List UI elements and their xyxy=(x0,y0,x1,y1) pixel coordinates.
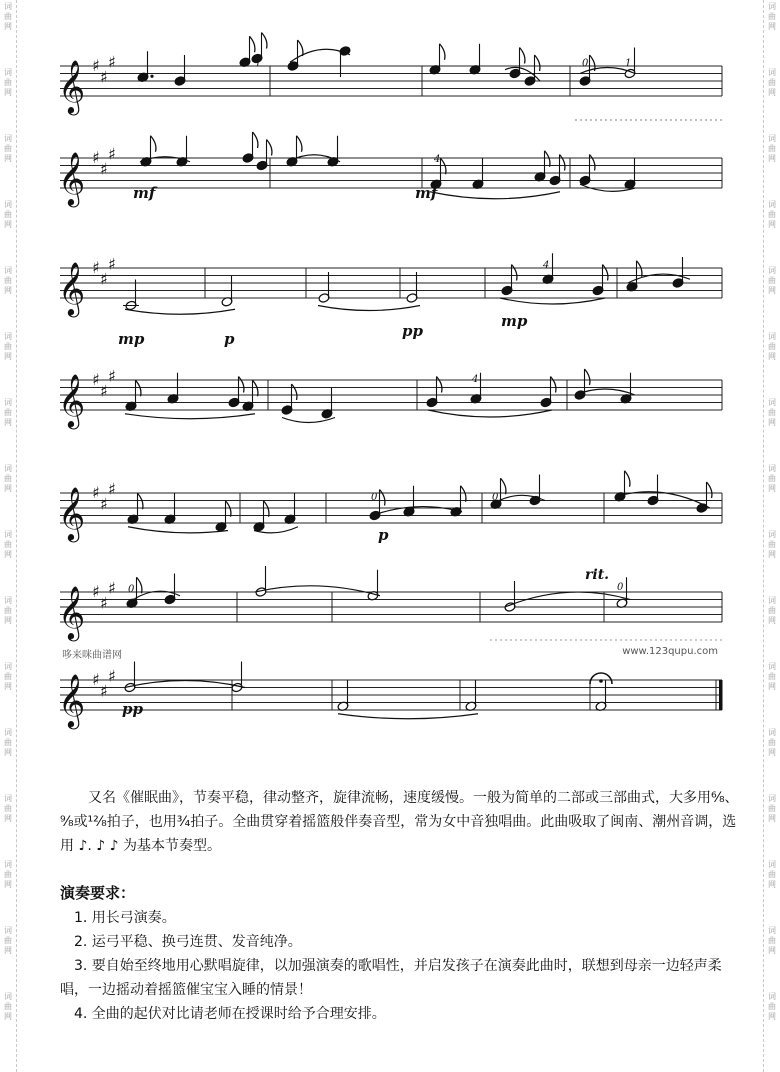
note-flag xyxy=(137,577,142,593)
watermark-char: 曲 xyxy=(768,474,776,483)
watermark-char: 词 xyxy=(4,2,12,11)
credit-site-name: 哆来咪曲谱网 xyxy=(62,650,122,661)
note-flag xyxy=(437,377,442,393)
watermark-char: 词 xyxy=(768,200,776,209)
tempo-rit: rit. xyxy=(585,567,610,583)
treble-clef: 𝄞 xyxy=(58,59,86,113)
note-flag xyxy=(298,40,303,56)
key-signature-sharp: ♯ xyxy=(92,483,100,502)
note-flag xyxy=(253,380,258,396)
watermark-char: 词 xyxy=(768,332,776,341)
fingering: 4 xyxy=(434,154,441,165)
slur xyxy=(255,586,380,596)
fingering: 0 xyxy=(617,582,624,593)
watermark-char: 网 xyxy=(4,154,12,163)
requirement-item-1: 1. 用长弓演奏。 xyxy=(74,910,176,926)
note-flag xyxy=(551,377,556,393)
fingering: 4 xyxy=(472,374,479,385)
watermark-char: 网 xyxy=(768,1012,776,1021)
fingering: 4 xyxy=(543,260,550,271)
watermark-char: 曲 xyxy=(768,540,776,549)
note-flag xyxy=(253,132,258,148)
watermark-char: 词 xyxy=(768,398,776,407)
watermark-char: 曲 xyxy=(4,342,12,351)
note-flag xyxy=(560,155,565,171)
treble-clef: 𝄞 xyxy=(58,585,86,639)
fingering: 0 xyxy=(241,58,248,69)
key-signature-sharp: ♯ xyxy=(92,370,100,389)
requirement-item-2: 2. 运弓平稳、换弓连贯、发音纯净。 xyxy=(74,934,302,950)
note-flag xyxy=(461,486,466,502)
watermark-char: 曲 xyxy=(4,78,12,87)
watermark-group xyxy=(768,992,776,1022)
watermark-char: 词 xyxy=(4,596,12,605)
key-signature-sharp: ♯ xyxy=(108,254,116,274)
watermark-char: 曲 xyxy=(768,12,776,21)
watermark-char: 网 xyxy=(4,616,12,625)
note-flag xyxy=(264,501,269,517)
watermark-char: 曲 xyxy=(768,738,776,747)
note-flag xyxy=(625,471,630,487)
key-signature-sharp: ♯ xyxy=(92,670,100,689)
key-signature-sharp: ♯ xyxy=(100,269,108,289)
key-signature-sharp: ♯ xyxy=(108,52,116,72)
key-signature-sharp: ♯ xyxy=(100,381,108,401)
watermark-char: 曲 xyxy=(4,1002,12,1011)
key-signature-sharp: ♯ xyxy=(100,681,108,701)
slur xyxy=(615,492,710,508)
watermark-char: 网 xyxy=(4,88,12,97)
watermark-char: 词 xyxy=(4,332,12,341)
watermark-char: 词 xyxy=(768,266,776,275)
key-signature-sharp: ♯ xyxy=(92,148,100,167)
note-flag xyxy=(226,501,231,517)
note-flag xyxy=(520,48,525,64)
slur xyxy=(125,309,235,314)
note-flag xyxy=(637,261,642,277)
dynamic-pp: pp xyxy=(122,700,143,718)
watermark-char: 曲 xyxy=(4,144,12,153)
watermark-char: 曲 xyxy=(4,606,12,615)
watermark-char: 曲 xyxy=(768,606,776,615)
requirements-list xyxy=(60,906,740,1026)
watermark-char: 网 xyxy=(4,880,12,889)
note-flag xyxy=(138,493,143,509)
key-signature-sharp: ♯ xyxy=(108,578,116,598)
note-flag xyxy=(441,158,446,174)
watermark-char: 曲 xyxy=(4,936,12,945)
watermark-group xyxy=(4,860,12,890)
watermark-char: 曲 xyxy=(4,408,12,417)
watermark-char: 曲 xyxy=(4,276,12,285)
watermark-char: 网 xyxy=(768,814,776,823)
watermark-char: 网 xyxy=(4,286,12,295)
watermark-char: 词 xyxy=(768,68,776,77)
note-flag xyxy=(151,136,156,152)
note-flag xyxy=(239,377,244,393)
fingering: 1 xyxy=(625,58,632,69)
watermark-char: 词 xyxy=(4,398,12,407)
watermark-char: 曲 xyxy=(4,540,12,549)
watermark-char: 曲 xyxy=(4,870,12,879)
watermark-char: 曲 xyxy=(768,144,776,153)
slur xyxy=(500,298,605,304)
key-signature-sharp: ♯ xyxy=(100,67,108,87)
note-flag xyxy=(262,33,267,49)
watermark-char: 网 xyxy=(4,352,12,361)
watermark-char: 网 xyxy=(4,22,12,31)
watermark-char: 网 xyxy=(768,550,776,559)
fingering: 0 xyxy=(492,492,499,503)
dynamic-p: p xyxy=(224,330,235,348)
note-flag xyxy=(590,155,595,171)
watermark-char: 词 xyxy=(768,464,776,473)
note-flag xyxy=(267,140,272,156)
intro-paragraph: 又名《催眠曲》，节奏平稳，律动整齐，旋律流畅，速度缓慢。一般为简单的二部或三部曲式，大多用⁶⁄₈、⁹⁄₈或¹²⁄₈拍子，也用³⁄₄拍子。全曲贯穿着摇篮般伴奏音型，常为女中音独唱曲。此曲吸取了闽南、潮州音调，选用 ♪. ♪ ♪ 为基本节奏型。 xyxy=(60,790,739,854)
watermark-char: 词 xyxy=(768,728,776,737)
watermark-char: 曲 xyxy=(768,936,776,945)
note-flag xyxy=(603,265,608,281)
watermark-char: 词 xyxy=(4,794,12,803)
watermark-char: 词 xyxy=(768,926,776,935)
watermark-char: 网 xyxy=(768,418,776,427)
watermark-group xyxy=(4,926,12,956)
key-signature-sharp: ♯ xyxy=(100,593,108,613)
treble-clef: 𝄞 xyxy=(58,673,86,727)
note-flag xyxy=(136,380,141,396)
slur xyxy=(125,414,255,419)
watermark-char: 网 xyxy=(4,748,12,757)
watermark-char: 网 xyxy=(768,88,776,97)
watermark-char: 曲 xyxy=(4,210,12,219)
watermark-char: 词 xyxy=(768,860,776,869)
watermark-group xyxy=(768,860,776,890)
key-signature-sharp: ♯ xyxy=(100,494,108,514)
dynamic-p: p xyxy=(378,526,389,544)
notes xyxy=(123,33,712,712)
watermark-char: 词 xyxy=(768,530,776,539)
watermark-char: 词 xyxy=(4,530,12,539)
watermark-group xyxy=(4,794,12,824)
watermark-char: 词 xyxy=(4,200,12,209)
note-flag xyxy=(250,36,255,52)
dynamic-pp: pp xyxy=(402,322,423,340)
watermark-char: 词 xyxy=(4,266,12,275)
watermark-char: 曲 xyxy=(768,672,776,681)
slur xyxy=(128,527,228,533)
treble-clef: 𝄞 xyxy=(58,261,86,315)
watermark-char: 词 xyxy=(4,68,12,77)
watermark-char: 词 xyxy=(4,992,12,1001)
watermark-group xyxy=(768,794,776,824)
note-flag xyxy=(297,136,302,152)
watermark-char: 词 xyxy=(4,926,12,935)
treble-clef: 𝄞 xyxy=(58,373,86,427)
watermark-char: 曲 xyxy=(768,408,776,417)
slur xyxy=(430,192,560,199)
note-flag xyxy=(585,369,590,385)
watermark-char: 曲 xyxy=(4,672,12,681)
key-signature-sharp: ♯ xyxy=(92,582,100,601)
watermark-group xyxy=(4,992,12,1022)
watermark-char: 网 xyxy=(768,154,776,163)
note-flag xyxy=(440,44,445,60)
slur xyxy=(125,681,245,688)
watermark-char: 网 xyxy=(4,550,12,559)
watermark-char: 曲 xyxy=(4,738,12,747)
watermark-char: 词 xyxy=(768,134,776,143)
watermark-char: 曲 xyxy=(4,804,12,813)
key-signature-sharp: ♯ xyxy=(92,56,100,75)
note-flag xyxy=(292,384,297,400)
watermark-char: 网 xyxy=(768,22,776,31)
watermark-char: 词 xyxy=(768,596,776,605)
watermark-char: 网 xyxy=(4,1012,12,1021)
watermark-char: 词 xyxy=(4,662,12,671)
dynamic-mp: mp xyxy=(118,330,145,348)
slur xyxy=(318,306,420,311)
fingering: 0 xyxy=(128,584,135,595)
watermark-char: 网 xyxy=(768,352,776,361)
fingering: 0 xyxy=(371,492,378,503)
watermark-char: 曲 xyxy=(768,870,776,879)
watermark-char: 曲 xyxy=(768,78,776,87)
dynamic-mf: mf xyxy=(415,184,438,202)
watermark-char: 曲 xyxy=(4,474,12,483)
watermark-char: 网 xyxy=(4,418,12,427)
watermark-char: 网 xyxy=(4,946,12,955)
watermark-char: 词 xyxy=(768,794,776,803)
note-flag xyxy=(380,490,385,506)
requirement-item-4: 4. 全曲的起伏对比请老师在授课时给予合理安排。 xyxy=(74,1006,386,1022)
watermark-char: 网 xyxy=(768,484,776,493)
watermark-char: 网 xyxy=(4,814,12,823)
key-signature-sharp: ♯ xyxy=(108,144,116,164)
watermark-char: 网 xyxy=(768,946,776,955)
note-flag xyxy=(545,151,550,167)
treble-clef: 𝄞 xyxy=(58,486,86,540)
dynamic-mf: mf xyxy=(133,184,156,202)
watermark-char: 词 xyxy=(4,860,12,869)
note-dot xyxy=(150,75,153,78)
requirement-item-3: 3. 要自始至终地用心默唱旋律，以加强演奏的歌唱性，并启发孩子在演奏此曲时，联想到母亲一边轻声柔唱，一边摇动着摇篮催宝宝入睡的情景！ xyxy=(60,958,722,998)
watermark-char: 词 xyxy=(768,2,776,11)
fingering: 0 xyxy=(582,58,589,69)
watermark-char: 网 xyxy=(4,682,12,691)
watermark-char: 网 xyxy=(4,484,12,493)
watermark-group xyxy=(768,926,776,956)
slur xyxy=(338,714,478,719)
credit-url: www.123qupu.com xyxy=(622,646,718,657)
watermark-char: 网 xyxy=(4,220,12,229)
watermark-char: 词 xyxy=(4,464,12,473)
watermark-char: 网 xyxy=(768,220,776,229)
note-flag xyxy=(501,478,506,494)
note-flag xyxy=(707,482,712,498)
treble-clef: 𝄞 xyxy=(58,151,86,205)
watermark-char: 词 xyxy=(768,992,776,1001)
watermark-char: 网 xyxy=(768,616,776,625)
key-signature-sharp: ♯ xyxy=(108,479,116,499)
fermata-dot xyxy=(599,679,603,683)
slur xyxy=(428,410,552,417)
watermark-char: 网 xyxy=(768,286,776,295)
watermark-char: 网 xyxy=(768,748,776,757)
watermark-char: 曲 xyxy=(768,276,776,285)
key-signature-sharp: ♯ xyxy=(108,666,116,686)
watermark-char: 曲 xyxy=(4,12,12,21)
fingering: 1 xyxy=(255,58,262,69)
requirements-title: 演奏要求： xyxy=(60,884,136,902)
watermark-char: 曲 xyxy=(768,804,776,813)
key-signature-sharp: ♯ xyxy=(108,366,116,386)
final-barline-thick xyxy=(719,680,723,710)
watermark-char: 曲 xyxy=(768,1002,776,1011)
watermark-char: 曲 xyxy=(768,210,776,219)
watermark-char: 词 xyxy=(4,134,12,143)
key-signature-sharp: ♯ xyxy=(92,258,100,277)
watermark-char: 词 xyxy=(4,728,12,737)
dynamic-mp: mp xyxy=(501,312,528,330)
note-flag xyxy=(535,55,540,71)
watermark-char: 网 xyxy=(768,880,776,889)
watermark-char: 曲 xyxy=(768,342,776,351)
key-signature-sharp: ♯ xyxy=(100,159,108,179)
note-flag xyxy=(512,265,517,281)
watermark-char: 网 xyxy=(768,682,776,691)
watermark-char: 词 xyxy=(768,662,776,671)
